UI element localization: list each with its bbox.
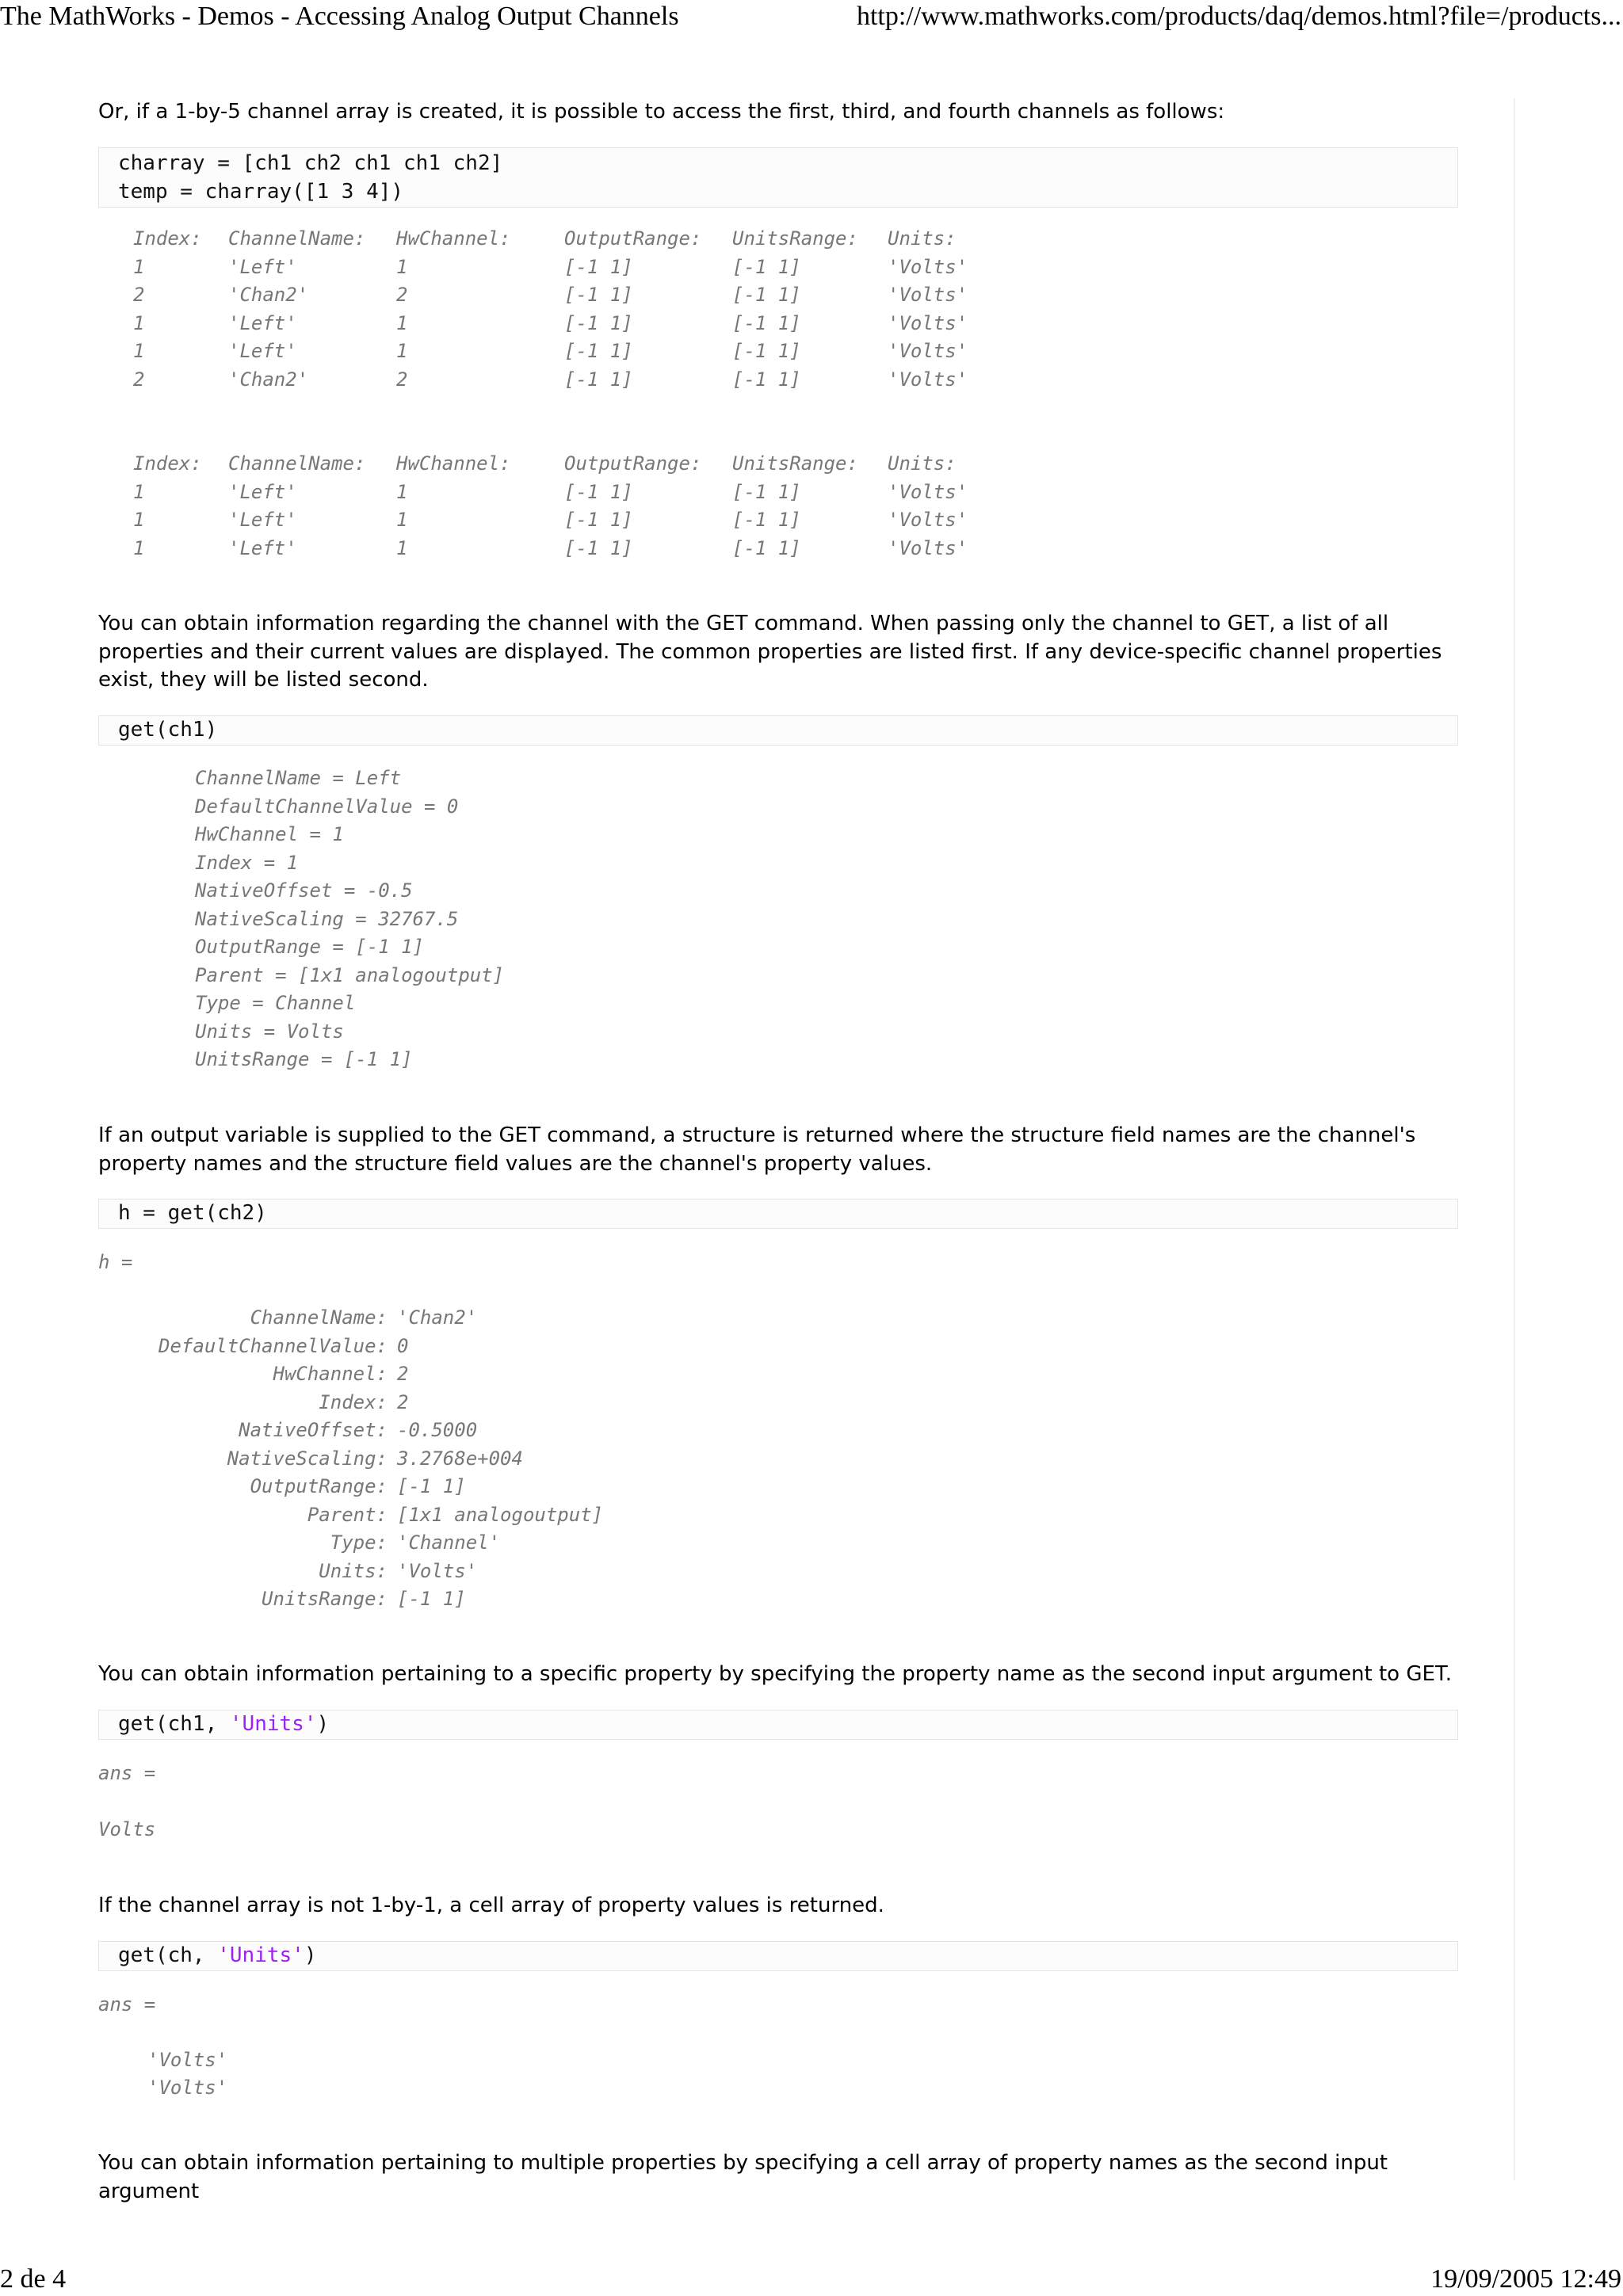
table-row xyxy=(133,535,1006,563)
struct-field-row xyxy=(98,1304,603,1333)
struct-field-name: UnitsRange: xyxy=(262,1588,388,1610)
struct-field-value: [1x1 analogoutput] xyxy=(397,1503,604,1526)
table-cell: 'Chan2' xyxy=(228,368,309,391)
struct-field-row xyxy=(98,1473,603,1501)
code-block-get-ch1: get(ch1) xyxy=(98,715,1458,746)
struct-field-row xyxy=(98,1558,603,1586)
paragraph-channel-array-intro: Or, if a 1-by-5 channel array is created, it is possible to access the first, third, and fourth channels as follows: xyxy=(98,100,1225,124)
table-cell: 'Left' xyxy=(228,536,297,559)
struct-output xyxy=(98,1304,603,1614)
code-text: ) xyxy=(316,1712,330,1736)
code-string-literal: 'Units' xyxy=(229,1712,317,1736)
table-cell: [-1 1] xyxy=(564,255,633,278)
table-cell: 2 xyxy=(396,368,408,391)
right-margin-rule xyxy=(1514,98,1515,2180)
struct-field-row xyxy=(98,1417,603,1445)
table-cell: 'Volts' xyxy=(888,255,968,278)
table-cell: 1 xyxy=(396,536,408,559)
get-ch1-output xyxy=(195,765,504,1074)
table-cell: 1 xyxy=(133,311,145,334)
table-cell: 1 xyxy=(133,480,145,503)
table-cell: [-1 1] xyxy=(732,284,801,306)
paragraph-specific-property: You can obtain information pertaining to a specific property by specifying the property name as the second input argument to GET. xyxy=(98,1662,1452,1686)
table-cell: 2 xyxy=(133,368,145,391)
ans-label: ans = xyxy=(98,1762,156,1784)
struct-field-row xyxy=(98,1501,603,1530)
table-cell: 'Left' xyxy=(228,340,297,362)
table-cell: [-1 1] xyxy=(732,255,801,278)
code-line: charray = [ch1 ch2 ch1 ch1 ch2] xyxy=(118,151,503,175)
channel-table-1 xyxy=(133,225,1006,394)
table-cell: 1 xyxy=(396,509,408,531)
struct-field-row xyxy=(98,1585,603,1614)
table-cell: [-1 1] xyxy=(564,311,633,334)
paragraph-output-variable: If an output variable is supplied to the GET command, a structure is returned where the structure field names are the channel's property names and the structure field values are the channel's property values. xyxy=(98,1123,1416,1176)
struct-field-name: DefaultChannelValue: xyxy=(158,1334,388,1357)
table-cell: 'Volts' xyxy=(888,509,968,531)
struct-field-value: 0 xyxy=(397,1334,409,1357)
code-block-h-get-ch2: h = get(ch2) xyxy=(98,1199,1458,1229)
table-cell: 2 xyxy=(396,284,408,306)
table-cell: [-1 1] xyxy=(732,536,801,559)
column-header: Index: xyxy=(133,227,202,250)
table-cell: 2 xyxy=(133,284,145,306)
table-cell: 1 xyxy=(396,311,408,334)
table-cell: [-1 1] xyxy=(732,311,801,334)
struct-field-name: Index: xyxy=(319,1390,388,1413)
table-cell: 1 xyxy=(396,255,408,278)
column-header: UnitsRange: xyxy=(732,227,858,250)
table-cell: 1 xyxy=(133,536,145,559)
table-cell: 'Volts' xyxy=(888,480,968,503)
struct-field-name: ChannelName: xyxy=(250,1306,388,1329)
table-cell: 'Chan2' xyxy=(228,284,309,306)
table-cell: 'Volts' xyxy=(888,368,968,391)
code-block-get-ch-units xyxy=(98,1941,1458,1971)
code-line: temp = charray([1 3 4]) xyxy=(118,179,404,204)
output-line: NativeScaling = 32767.5 xyxy=(195,907,459,930)
table-cell: [-1 1] xyxy=(732,340,801,362)
struct-field-name: Units: xyxy=(319,1559,388,1582)
table-cell: [-1 1] xyxy=(732,368,801,391)
table-cell: 'Left' xyxy=(228,311,297,334)
struct-field-name: Type: xyxy=(330,1531,388,1554)
table-cell: 1 xyxy=(396,340,408,362)
table-header-row xyxy=(133,450,1006,479)
page-header-title: The MathWorks - Demos - Accessing Analog Output Channels xyxy=(0,2,679,31)
column-header: Units: xyxy=(888,452,957,475)
page-footer-number: 2 de 4 xyxy=(0,2264,67,2294)
table-cell: [-1 1] xyxy=(564,509,633,531)
struct-field-value: 2 xyxy=(397,1390,409,1413)
struct-field-row xyxy=(98,1445,603,1474)
table-cell: 1 xyxy=(133,255,145,278)
table-cell: [-1 1] xyxy=(732,480,801,503)
column-header: HwChannel: xyxy=(396,452,511,475)
table-cell: [-1 1] xyxy=(564,340,633,362)
ans-label: ans = xyxy=(98,1993,156,2016)
table-cell: [-1 1] xyxy=(564,284,633,306)
table-cell: 'Volts' xyxy=(888,340,968,362)
table-row xyxy=(133,506,1006,535)
output-line: NativeOffset = -0.5 xyxy=(195,879,413,902)
struct-field-value: 3.2768e+004 xyxy=(397,1447,523,1470)
output-line: Index = 1 xyxy=(195,851,299,874)
output-line: Type = Channel xyxy=(195,992,356,1014)
code-string-literal: 'Units' xyxy=(217,1943,304,1967)
column-header: HwChannel: xyxy=(396,227,511,250)
table-row xyxy=(133,338,1006,366)
struct-field-name: HwChannel: xyxy=(273,1363,388,1385)
struct-field-row xyxy=(98,1529,603,1558)
table-cell: 'Left' xyxy=(228,509,297,531)
channel-table-2 xyxy=(133,450,1006,563)
output-line: OutputRange = [-1 1] xyxy=(195,936,424,958)
code-block-charray xyxy=(98,147,1458,208)
struct-field-row xyxy=(98,1360,603,1389)
page-header-url: http://www.mathworks.com/products/daq/demos.html?file=/products... xyxy=(856,2,1621,31)
table-cell: 1 xyxy=(133,509,145,531)
column-header: ChannelName: xyxy=(228,227,366,250)
column-header: OutputRange: xyxy=(564,452,702,475)
struct-field-name: Parent: xyxy=(307,1503,388,1526)
paragraph-cell-array: If the channel array is not 1-by-1, a cell array of property values is returned. xyxy=(98,1894,884,1917)
table-cell: 'Volts' xyxy=(888,536,968,559)
output-line: DefaultChannelValue = 0 xyxy=(195,795,459,818)
struct-field-row xyxy=(98,1333,603,1361)
code-text: ) xyxy=(304,1943,317,1967)
table-cell: 'Volts' xyxy=(888,311,968,334)
output-line: HwChannel = 1 xyxy=(195,823,344,845)
column-header: Index: xyxy=(133,452,202,475)
struct-field-row xyxy=(98,1389,603,1417)
struct-field-name: OutputRange: xyxy=(250,1475,388,1497)
table-cell: [-1 1] xyxy=(564,536,633,559)
output-line: UnitsRange = [-1 1] xyxy=(195,1048,413,1070)
table-cell: 'Left' xyxy=(228,480,297,503)
struct-field-name: NativeOffset: xyxy=(239,1419,388,1441)
struct-field-value: 'Volts' xyxy=(397,1559,478,1582)
output-line: Units = Volts xyxy=(195,1020,344,1043)
ans-cell-value: 'Volts' xyxy=(147,2049,228,2071)
ans-cell-value: 'Volts' xyxy=(147,2077,228,2099)
table-row xyxy=(133,479,1006,507)
table-row xyxy=(133,254,1006,282)
output-line: ChannelName = Left xyxy=(195,767,402,789)
struct-field-name: NativeScaling: xyxy=(227,1447,388,1470)
struct-field-value: -0.5000 xyxy=(397,1419,478,1441)
table-cell: 'Volts' xyxy=(888,284,968,306)
column-header: OutputRange: xyxy=(564,227,702,250)
code-text: get(ch1, xyxy=(118,1712,230,1736)
struct-field-value: 'Channel' xyxy=(397,1531,501,1554)
struct-field-value: [-1 1] xyxy=(397,1588,466,1610)
ans-value: Volts xyxy=(98,1818,156,1840)
page-footer-datetime: 19/09/2005 12:49 xyxy=(1430,2264,1621,2294)
column-header: ChannelName: xyxy=(228,452,366,475)
table-header-row xyxy=(133,225,1006,254)
struct-field-value: 2 xyxy=(397,1363,409,1385)
code-text: get(ch, xyxy=(118,1943,218,1967)
code-block-get-units xyxy=(98,1710,1458,1740)
output-line: Parent = [1x1 analogoutput] xyxy=(195,963,505,986)
table-cell: [-1 1] xyxy=(564,480,633,503)
table-row xyxy=(133,281,1006,310)
struct-field-value: 'Chan2' xyxy=(397,1306,478,1329)
table-cell: [-1 1] xyxy=(564,368,633,391)
column-header: Units: xyxy=(888,227,957,250)
paragraph-get-command: You can obtain information regarding the channel with the GET command. When passing only the channel to GET, a list of all properties and their current values are displayed. The common properties are listed first. If any device-specific channel properties exist, they will be listed second. xyxy=(98,612,1442,692)
table-cell: [-1 1] xyxy=(732,509,801,531)
paragraph-multiple-properties: You can obtain information pertaining to multiple properties by specifying a cell array of property names as the second input argument xyxy=(98,2151,1388,2203)
table-cell: 1 xyxy=(133,340,145,362)
table-cell: 1 xyxy=(396,480,408,503)
table-cell: 'Left' xyxy=(228,255,297,278)
struct-field-value: [-1 1] xyxy=(397,1475,466,1497)
table-row xyxy=(133,366,1006,395)
h-label: h = xyxy=(98,1251,133,1273)
column-header: UnitsRange: xyxy=(732,452,858,475)
table-row xyxy=(133,310,1006,338)
